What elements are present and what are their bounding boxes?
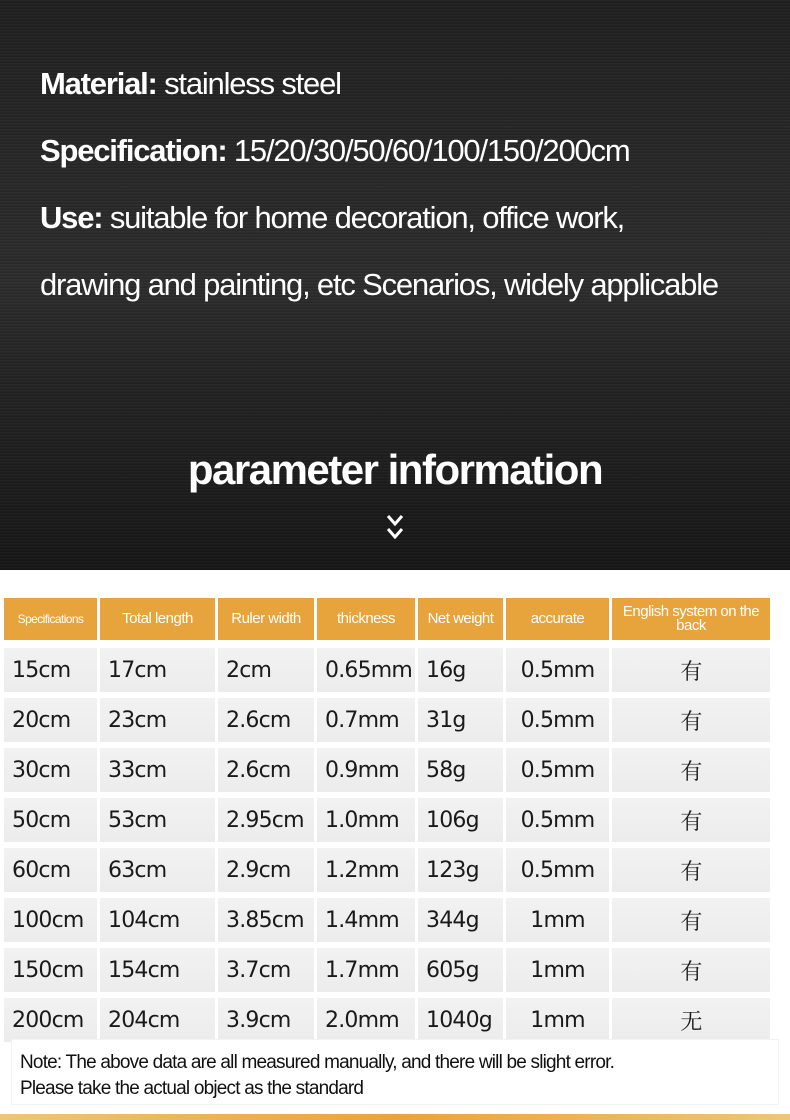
cell-ruler-width: 3.85cm <box>218 898 314 942</box>
specification-label: Specification: <box>40 133 227 168</box>
cell-accurate: 1mm <box>506 998 609 1042</box>
double-chevron-down-icon <box>383 512 407 546</box>
cell-total-length: 63cm <box>100 848 215 892</box>
cell-spec: 30cm <box>4 748 97 792</box>
cell-ruler-width: 2.9cm <box>218 848 314 892</box>
use-line <box>40 200 624 236</box>
cell-thickness: 1.7mm <box>317 948 415 992</box>
cell-total-length: 154cm <box>100 948 215 992</box>
cell-net-weight: 123g <box>418 848 503 892</box>
cell-ruler-width: 3.9cm <box>218 998 314 1042</box>
cell-thickness: 1.4mm <box>317 898 415 942</box>
cell-thickness: 0.7mm <box>317 698 415 742</box>
cell-net-weight: 1040g <box>418 998 503 1042</box>
material-label: Material: <box>40 66 157 101</box>
cell-english-system: 有 <box>612 698 770 742</box>
cell-accurate: 0.5mm <box>506 698 609 742</box>
cell-total-length: 33cm <box>100 748 215 792</box>
cell-accurate: 0.5mm <box>506 748 609 792</box>
table-row <box>4 998 770 1042</box>
cell-english-system: 有 <box>612 648 770 692</box>
parameter-title: parameter information <box>187 446 603 493</box>
material-line <box>40 66 341 102</box>
table-row <box>4 898 770 942</box>
use-continuation: drawing and painting, etc Scenarios, widely applicable <box>40 267 718 302</box>
cell-thickness: 2.0mm <box>317 998 415 1042</box>
cell-english-system: 有 <box>612 798 770 842</box>
cell-spec: 60cm <box>4 848 97 892</box>
cell-spec: 50cm <box>4 798 97 842</box>
table-row <box>4 798 770 842</box>
table-row <box>4 948 770 992</box>
cell-ruler-width: 2.95cm <box>218 798 314 842</box>
cell-english-system: 有 <box>612 898 770 942</box>
cell-english-system: 有 <box>612 948 770 992</box>
cell-thickness: 1.0mm <box>317 798 415 842</box>
header-ruler-width: Ruler width <box>218 598 314 640</box>
use-value: suitable for home decoration, office work, <box>102 200 625 235</box>
specification-value: 15/20/30/50/60/100/150/200cm <box>226 133 630 168</box>
material-value: stainless steel <box>156 66 341 101</box>
cell-accurate: 1mm <box>506 898 609 942</box>
cell-ruler-width: 2cm <box>218 648 314 692</box>
note-box <box>12 1040 778 1104</box>
bottom-accent-bar <box>0 1114 790 1120</box>
use-label: Use: <box>40 200 103 235</box>
table-row <box>4 648 770 692</box>
header-total-length: Total length <box>100 598 215 640</box>
cell-total-length: 104cm <box>100 898 215 942</box>
note-line-1: Note: The above data are all measured manually, and there will be slight error. <box>20 1052 615 1073</box>
note-line-2: Please take the actual object as the standard <box>20 1078 364 1099</box>
cell-total-length: 53cm <box>100 798 215 842</box>
cell-total-length: 204cm <box>100 998 215 1042</box>
header-specifications: Specifications <box>4 598 97 640</box>
parameter-table <box>0 570 790 1120</box>
cell-english-system: 有 <box>612 748 770 792</box>
cell-accurate: 0.5mm <box>506 648 609 692</box>
cell-english-system: 有 <box>612 848 770 892</box>
header-accurate: accurate <box>506 598 609 640</box>
cell-spec: 15cm <box>4 648 97 692</box>
table-row <box>4 698 770 742</box>
header-thickness: thickness <box>317 598 415 640</box>
cell-thickness: 0.9mm <box>317 748 415 792</box>
cell-spec: 150cm <box>4 948 97 992</box>
cell-total-length: 17cm <box>100 648 215 692</box>
table-body <box>4 648 770 1048</box>
cell-thickness: 1.2mm <box>317 848 415 892</box>
cell-net-weight: 106g <box>418 798 503 842</box>
cell-ruler-width: 2.6cm <box>218 698 314 742</box>
cell-ruler-width: 2.6cm <box>218 748 314 792</box>
table-header <box>4 598 770 640</box>
cell-net-weight: 344g <box>418 898 503 942</box>
table-row <box>4 848 770 892</box>
table-row <box>4 748 770 792</box>
cell-accurate: 0.5mm <box>506 848 609 892</box>
header-english-system: English system on the back <box>612 598 770 640</box>
cell-net-weight: 31g <box>418 698 503 742</box>
cell-net-weight: 16g <box>418 648 503 692</box>
specification-line <box>40 133 629 169</box>
cell-net-weight: 605g <box>418 948 503 992</box>
cell-spec: 100cm <box>4 898 97 942</box>
cell-accurate: 1mm <box>506 948 609 992</box>
cell-thickness: 0.65mm <box>317 648 415 692</box>
cell-english-system: 无 <box>612 998 770 1042</box>
cell-accurate: 0.5mm <box>506 798 609 842</box>
cell-ruler-width: 3.7cm <box>218 948 314 992</box>
cell-total-length: 23cm <box>100 698 215 742</box>
header-net-weight: Net weight <box>418 598 503 640</box>
cell-spec: 20cm <box>4 698 97 742</box>
cell-spec: 200cm <box>4 998 97 1042</box>
cell-net-weight: 58g <box>418 748 503 792</box>
